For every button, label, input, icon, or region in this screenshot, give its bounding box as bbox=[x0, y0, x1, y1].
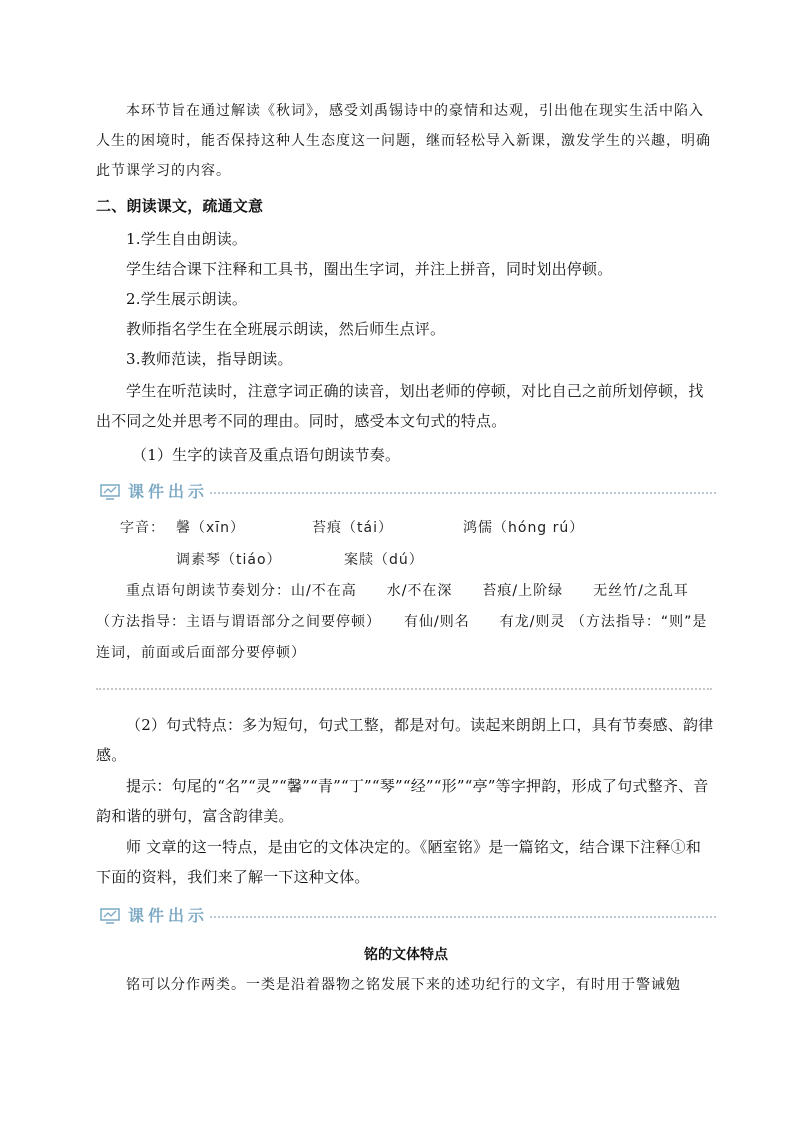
intro-paragraph: 本环节旨在通过解读《秋词》，感受刘禹锡诗中的豪情和达观，引出他在现实生活中陷入人生的困境时，能否保持这种人生态度这一问题，继而轻松导入新课，激发学生的兴趣，明确此节课学习的内容。 bbox=[96, 103, 711, 179]
dotted-rule bbox=[210, 916, 716, 918]
pronunciation-word: 馨（xīn） bbox=[176, 520, 246, 536]
courseware-banner bbox=[100, 905, 716, 929]
banner-label: 课件出示 bbox=[128, 482, 209, 501]
dotted-separator bbox=[96, 688, 712, 690]
step-1-body: 学生结合课下注释和工具书，圈出生字词，并注上拼音，同时划出停顿。 bbox=[126, 260, 613, 278]
pronunciation-word: 苔痕（tái） bbox=[312, 520, 393, 536]
dotted-rule bbox=[210, 492, 716, 494]
courseware-screen-icon bbox=[100, 908, 120, 924]
tip-paragraph: 提示：句尾的“名”“灵”“馨”“青”“丁”“琴”“经”“形”“亭”等字押韵，形成了句式整齐、音韵和谐的骈句，富含韵律美。 bbox=[96, 777, 709, 825]
ming-title: 铭的文体特点 bbox=[364, 947, 448, 963]
item-2: （2）句式特点：多为短句，句式工整，都是对句。读起来朗朗上口，具有节奏感、韵律感。 bbox=[96, 716, 714, 764]
courseware-banner bbox=[100, 481, 716, 505]
ming-paragraph: 铭可以分作两类。一类是沿着器物之铭发展下来的述功纪行的文字，有时用于警诫勉 bbox=[126, 977, 681, 993]
pronunciation-word: 鸿儒（hóng rú） bbox=[463, 520, 585, 536]
section-heading: 二、朗读课文，疏通文意 bbox=[96, 197, 264, 215]
step-3-body: 学生在听范读时，注意字词正确的读音，划出老师的停顿，对比自己之前所划停顿，找出不同之处并思考不同的理由。同时，感受本文句式的特点。 bbox=[96, 382, 704, 430]
pronunciation-label: 字音： bbox=[120, 520, 165, 536]
item-1: （1）生字的读音及重点语句朗读节奏。 bbox=[132, 446, 401, 464]
banner-label: 课件出示 bbox=[128, 906, 209, 925]
teacher-paragraph: 师 文章的这一特点，是由它的文体决定的。《陋室铭》是一篇铭文，结合课下注释①和下面的资料，我们来了解一下这种文体。 bbox=[96, 838, 702, 886]
courseware-screen-icon bbox=[100, 484, 120, 500]
pronunciation-word: 调素琴（tiáo） bbox=[176, 552, 282, 568]
step-2-body: 教师指名学生在全班展示朗读，然后师生点评。 bbox=[126, 320, 446, 338]
pronunciation-word: 案牍（dú） bbox=[344, 552, 424, 568]
step-2-title: 2.学生展示朗读。 bbox=[126, 290, 248, 308]
rhythm-paragraph: 重点语句朗读节奏划分：山/不在高 水/不在深 苔痕/上阶绿 无丝竹/之乱耳（方法指导：主语与谓语部分之间要停顿） 有仙/则名 有龙/则灵 （方法指导：“则”是连词，前面或后面部分要停顿） bbox=[96, 583, 708, 661]
step-1-title: 1.学生自由朗读。 bbox=[126, 230, 248, 248]
step-3-title: 3.教师范读，指导朗读。 bbox=[126, 350, 293, 368]
